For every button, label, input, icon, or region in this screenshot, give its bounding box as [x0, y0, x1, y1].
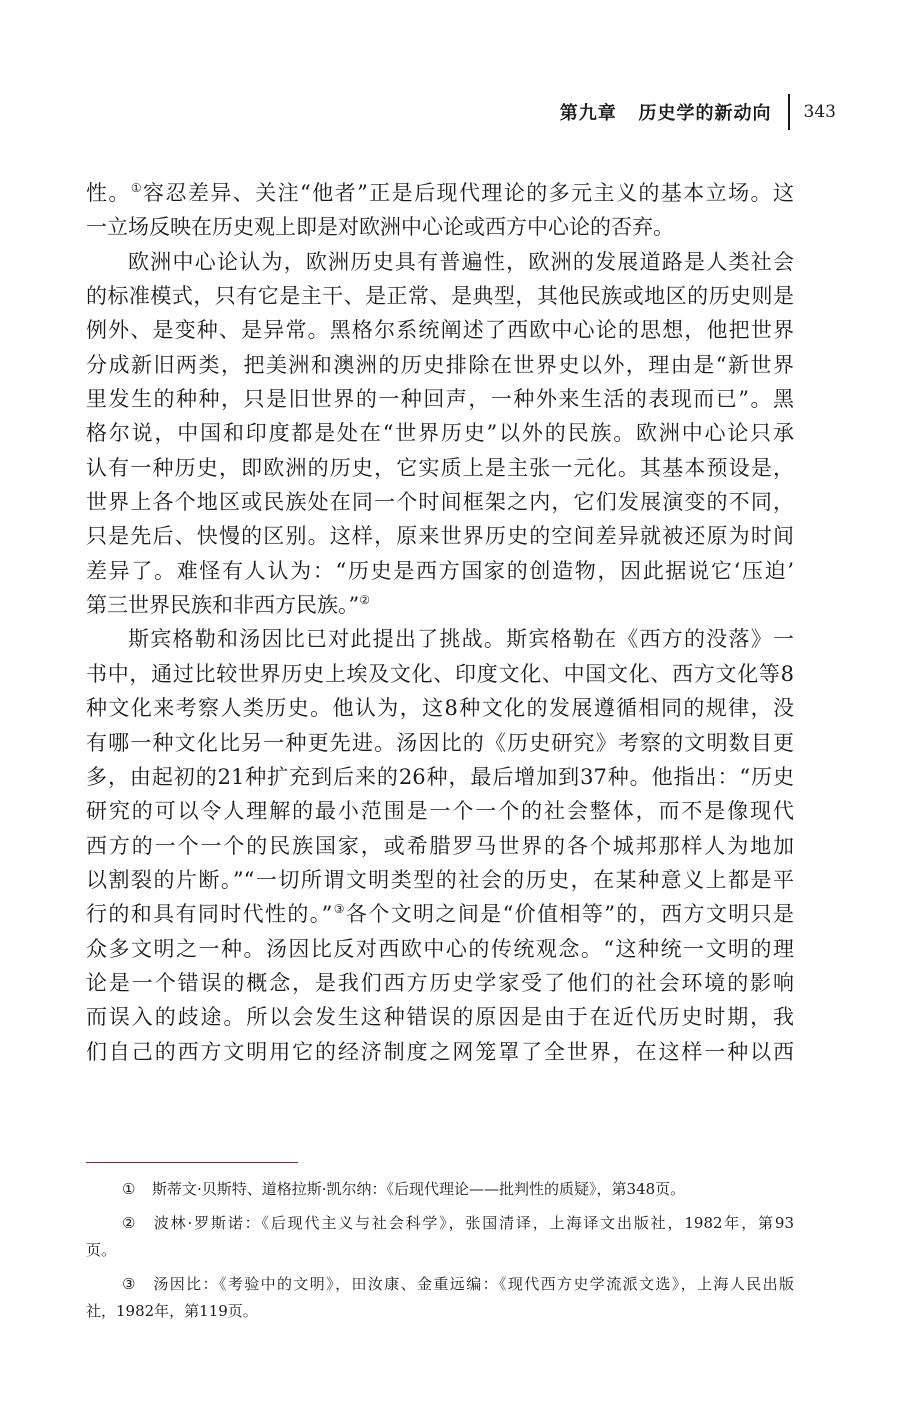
- footnote-line: 社，1982年，第119页。: [86, 1302, 258, 1320]
- text-line: 里发生的种种，只是旧世界的一种回声，一种外来生活的表现而已”。黑: [86, 387, 794, 412]
- footnote-text: 波林·罗斯诺：《后现代主义与社会科学》，张国清译，上海译文出版社，1982年，第93: [152, 1213, 794, 1232]
- footnote-text: 斯蒂文·贝斯特、道格拉斯·凯尔纳：《后现代理论——批判性的质疑》，第348页。: [152, 1180, 686, 1198]
- text-line: 西方的一个一个的民族国家，或希腊罗马世界的各个城邦那样人为地加: [86, 833, 794, 858]
- footnotes: [86, 1176, 794, 1326]
- text-segment: 行的和具有同时代性的。”: [86, 902, 333, 927]
- text-line: 格尔说，中国和印度都是处在“世界历史”以外的民族。欧洲中心论只承: [86, 421, 794, 446]
- body-text: [86, 176, 794, 1069]
- text-line: 的标准模式，只有它是主干、是正常、是典型，其他民族或地区的历史则是: [86, 284, 794, 309]
- running-head: [560, 92, 840, 132]
- footnote-divider: [86, 1162, 298, 1163]
- text-line: 一立场反映在历史观上即是对欧洲中心论或西方中心论的否弃。: [86, 215, 674, 240]
- text-segment: 性。: [86, 181, 131, 205]
- text-line: 认有一种历史，即欧洲的历史，它实质上是主张一元化。其基本预设是，: [86, 455, 794, 480]
- header-divider: [788, 94, 790, 130]
- footnote-line: [86, 1271, 794, 1299]
- text-line: 书中，通过比较世界历史上埃及文化、印度文化、中国文化、西方文化等8: [86, 661, 794, 686]
- text-line: [86, 588, 794, 622]
- text-line: 只是先后、快慢的区别。这样，原来世界历史的空间差异就被还原为时间: [86, 524, 794, 549]
- text-line: 们自己的西方文明用它的经济制度之网笼罩了全世界，在这样一种以西: [86, 1039, 794, 1064]
- footnote-marker: ②: [122, 1213, 136, 1232]
- footnote-ref-1: ①: [130, 181, 144, 195]
- paragraph-first-line: 斯宾格勒和汤因比已对此提出了挑战。斯宾格勒在《西方的没落》一: [128, 627, 794, 652]
- text-line: 种文化来考察人类历史。他认为，这8种文化的发展遵循相同的规律，没: [86, 696, 794, 721]
- text-line: 例外、是变种、是异常。黑格尔系统阐述了西欧中心论的思想，他把世界: [86, 318, 794, 343]
- footnote-3: [86, 1271, 794, 1326]
- footnote-marker: ③: [122, 1274, 136, 1293]
- text-line: 差异了。难怪有人认为：“历史是西方国家的创造物，因此据说它‘压迫’: [86, 558, 794, 583]
- footnote-2: [86, 1210, 794, 1265]
- text-line: [86, 176, 794, 210]
- text-line: 众多文明之一种。汤因比反对西欧中心的传统观念。“这种统一文明的理: [86, 936, 794, 961]
- footnote-line: [86, 1210, 794, 1238]
- footnote-ref-2: ②: [359, 593, 371, 608]
- page-number: 343: [803, 102, 836, 122]
- text-segment: 各个文明之间是“价值相等”的，西方文明只是: [345, 902, 794, 927]
- footnote-marker: ①: [122, 1180, 136, 1198]
- paragraph-first-line: 欧洲中心论认为，欧洲历史具有普遍性，欧洲的发展道路是人类社会: [128, 249, 794, 274]
- footnote-ref-3: ③: [332, 902, 346, 917]
- text-line: 以割裂的片断。”“一切所谓文明类型的社会的历史，在某种意义上都是平: [86, 867, 794, 892]
- text-line: [86, 897, 794, 931]
- text-line: 而误入的歧途。所以会发生这种错误的原因是由于在近代历史时期，我: [86, 1005, 794, 1030]
- text-line: 论是一个错误的概念，是我们西方历史学家受了他们的社会环境的影响: [86, 970, 794, 995]
- text-line: 世界上各个地区或民族处在同一个时间框架之内，它们发展演变的不同，: [86, 490, 794, 515]
- chapter-title: 第九章 历史学的新动向: [559, 103, 772, 124]
- text-line: 多，由起初的21种扩充到后来的26种，最后增加到37种。他指出：“历史: [86, 764, 794, 789]
- footnote-1: [86, 1176, 794, 1204]
- text-line: 分成新旧两类，把美洲和澳洲的历史排除在世界史以外，理由是“新世界: [86, 352, 794, 377]
- text-segment: 第三世界民族和非西方民族。”: [86, 593, 360, 618]
- footnote-line: [86, 1176, 794, 1204]
- text-segment: 容忍差异、关注“他者”正是后现代理论的多元主义的基本立场。这: [143, 181, 794, 205]
- text-line: 有哪一种文化比另一种更先进。汤因比的《历史研究》考察的文明数目更: [86, 730, 794, 755]
- footnote-line: 页。: [86, 1241, 117, 1259]
- footnote-text: 汤因比：《考验中的文明》，田汝康、金重远编：《现代西方史学流派文选》，上海人民出版: [152, 1274, 794, 1293]
- text-line: 研究的可以令人理解的最小范围是一个一个的社会整体，而不是像现代: [86, 799, 794, 824]
